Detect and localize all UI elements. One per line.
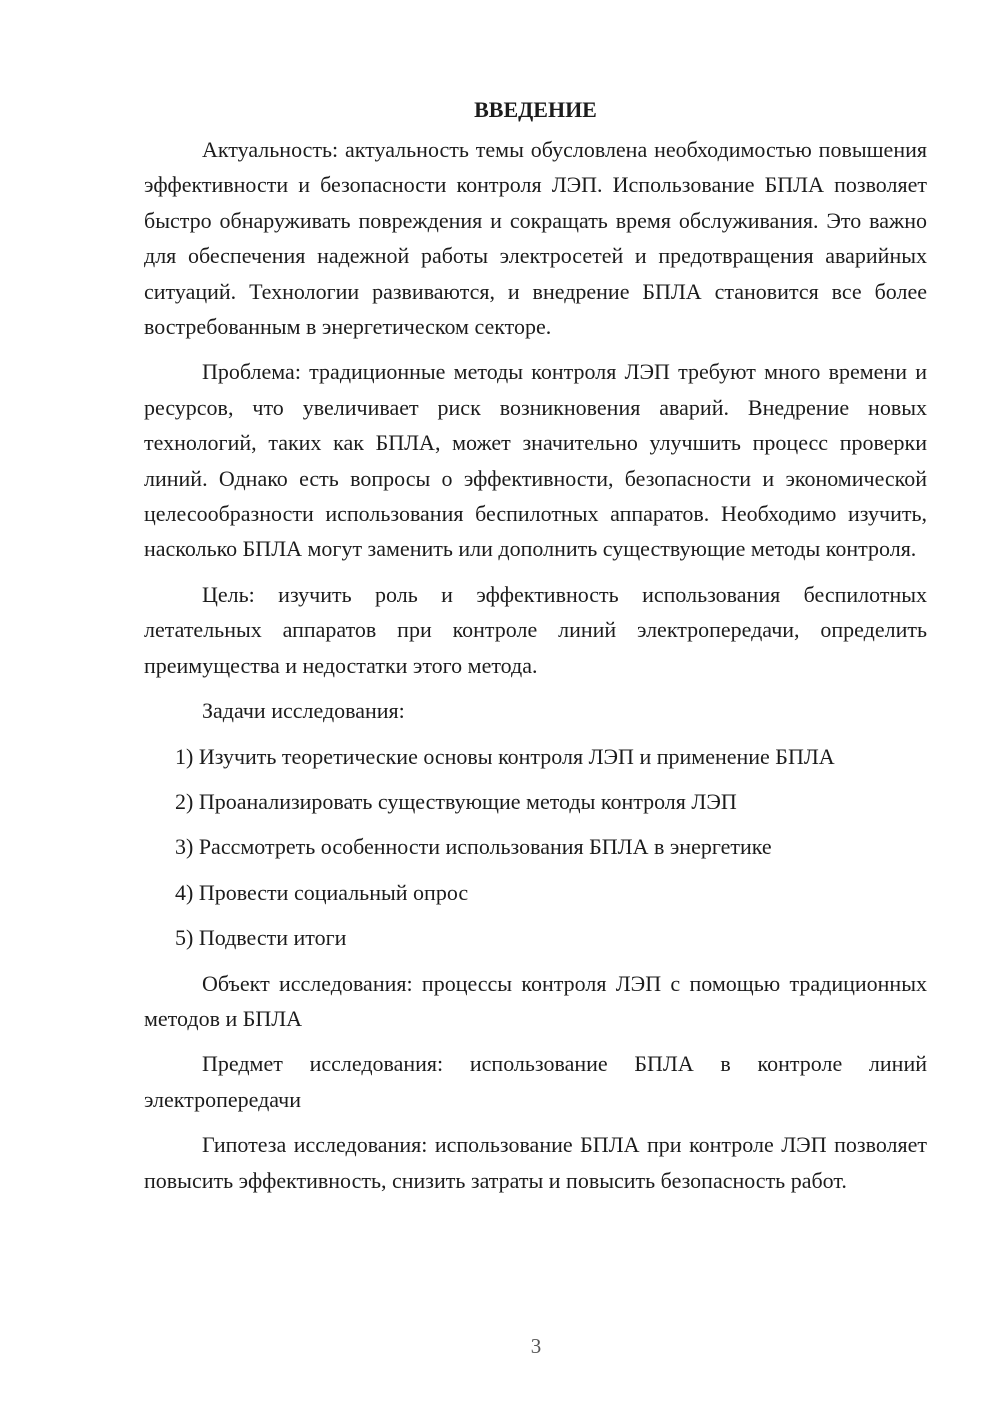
paragraph-object: Объект исследования: процессы контроля ЛЭП с помощью традиционных методов и БПЛА (144, 970, 927, 1031)
paragraph-subject: Предмет исследования: использование БПЛА в контроле линий электропередачи (144, 1051, 927, 1112)
paragraph-hypothesis: Гипотеза исследования: использование БПЛА при контроле ЛЭП позволяет повысить эффективность, снизить затраты и повысить безопасность работ. (144, 1132, 927, 1193)
tasks-heading: Задачи исследования: (202, 698, 405, 724)
paragraph-relevance: Актуальность: актуальность темы обусловлена необходимостью повышения эффективности и безопасности контроля ЛЭП. Использование БПЛА позволяет быстро обнаруживать повреждения и сокращать время обслуживания. Это важно для обеспечения надежной работы электросетей и предотвращения аварийных ситуаций. Технологии развиваются, и внедрение БПЛА становится все более востребованным в энергетическом секторе. (144, 137, 927, 340)
task-item: 1) Изучить теоретические основы контроля ЛЭП и применение БПЛА (175, 743, 835, 769)
document-page (144, 92, 927, 1208)
tasks-list (144, 739, 927, 956)
page-title: ВВЕДЕНИЕ (474, 97, 597, 122)
paragraph-goal: Цель: изучить роль и эффективность использования беспилотных летательных аппаратов при контроле линий электропередачи, определить преимущества и недостатки этого метода. (144, 581, 927, 678)
task-item: 4) Провести социальный опрос (175, 879, 469, 905)
page-number: 3 (530, 1334, 542, 1358)
task-item: 3) Рассмотреть особенности использования БПЛА в энергетике (175, 834, 772, 860)
paragraph-problem: Проблема: традиционные методы контроля ЛЭП требуют много времени и ресурсов, что увеличивает риск возникновения аварий. Внедрение новых технологий, таких как БПЛА, может значительно улучшить процесс проверки линий. Однако есть вопросы о эффективности, безопасности и экономической целесообразности использования беспилотных аппаратов. Необходимо изучить, насколько БПЛА могут заменить или дополнить существующие методы контроля. (144, 359, 927, 562)
task-item: 2) Проанализировать существующие методы контроля ЛЭП (175, 788, 737, 814)
task-item: 5) Подвести итоги (175, 925, 347, 951)
